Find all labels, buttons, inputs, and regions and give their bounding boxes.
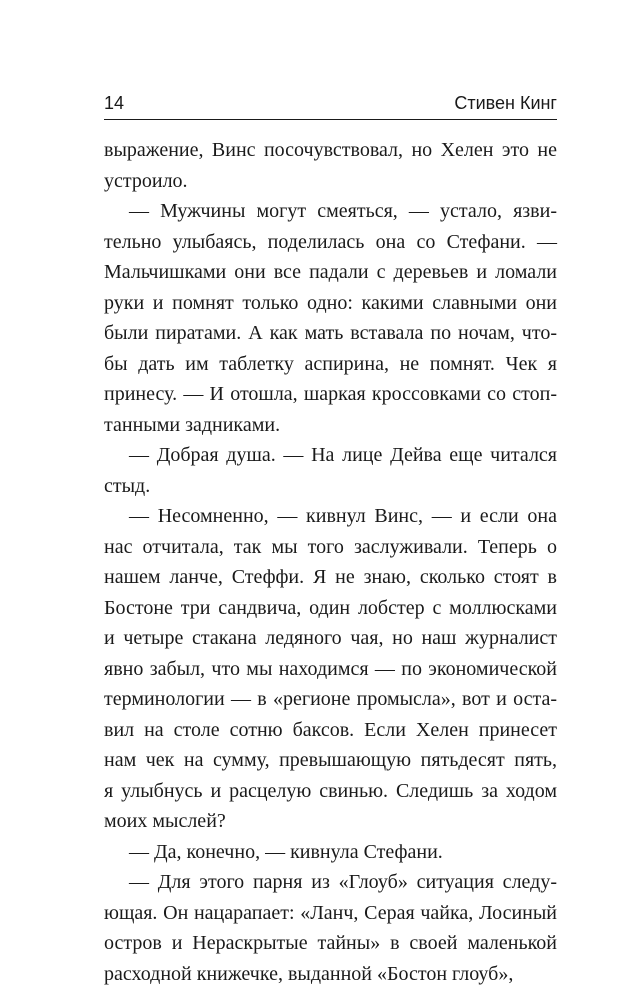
running-head-author: Стивен Кинг [454,93,557,113]
text-line: принесу. — И отошла, шаркая кроссовками со стоп- [104,383,557,405]
text-line: остров и Нераскрытые тайны» в своей маленькой [104,932,557,954]
text-line: — Да, конечно, — кивнула Стефани. [129,840,443,863]
paragraph [104,135,557,196]
text-line: вил на столе сотню баксов. Если Хелен принесет [104,718,557,741]
text-line: ющая. Он нацарапает: «Ланч, Серая чайка, Лосиный [104,901,557,924]
text-line: были пиратами. А как мать вставала по ночам, что- [104,322,557,344]
text-line: стыд. [104,474,151,497]
text-line: руки и помнят только одно: какими славными они [104,291,557,314]
text-line: бы дать им таблетку аспирина, не помнят. Чек я [104,352,557,375]
text-line: нашем ланче, Стеффи. Я не знаю, сколько стоят в [104,566,557,588]
paragraph [104,501,557,837]
text-line: нас отчитала, так мы того заслуживали. Теперь о [104,535,557,558]
paragraph [104,440,557,501]
text-line: моих мыслей? [104,810,226,832]
text-line: — Добрая душа. — На лице Дейва еще читался [129,444,557,466]
text-line: расходной книжечке, выданной «Бостон глоуб», [104,962,514,985]
header-rule [104,119,557,120]
text-line: явно забыл, что мы находимся — по экономической [104,657,557,680]
running-head [104,93,557,115]
body-text [104,135,557,989]
text-line: тельно улыбаясь, поделилась она со Стефани. — [104,230,557,253]
text-line: терминологии — в «регионе промысла», вот и оста- [104,688,557,710]
page-number: 14 [104,93,125,113]
paragraph [104,196,557,440]
text-line: — Мужчины могут смеяться, — устало, язви- [129,200,557,222]
text-line: — Несомненно, — кивнул Винс, — и если она [129,505,557,527]
text-line: устроило. [104,169,188,192]
text-line: — Для этого парня из «Глоуб» ситуация следу- [129,871,557,893]
text-line: Бостоне три сандвича, один лобстер с моллюсками [104,596,557,619]
paragraph [104,867,557,989]
text-line: Мальчишками они все падали с деревьев и ломали [104,261,557,283]
text-line: выражение, Винс посочувствовал, но Хелен это не [104,139,557,161]
text-line: и четыре стакана ледяного чая, но наш журналист [104,627,557,649]
text-line: нам чек на сумму, превышающую пятьдесят пять, [104,749,557,771]
text-line: танными задниками. [104,413,281,436]
paragraph [104,837,557,868]
text-line: я улыбнусь и расцелую свинью. Следишь за ходом [104,779,557,802]
